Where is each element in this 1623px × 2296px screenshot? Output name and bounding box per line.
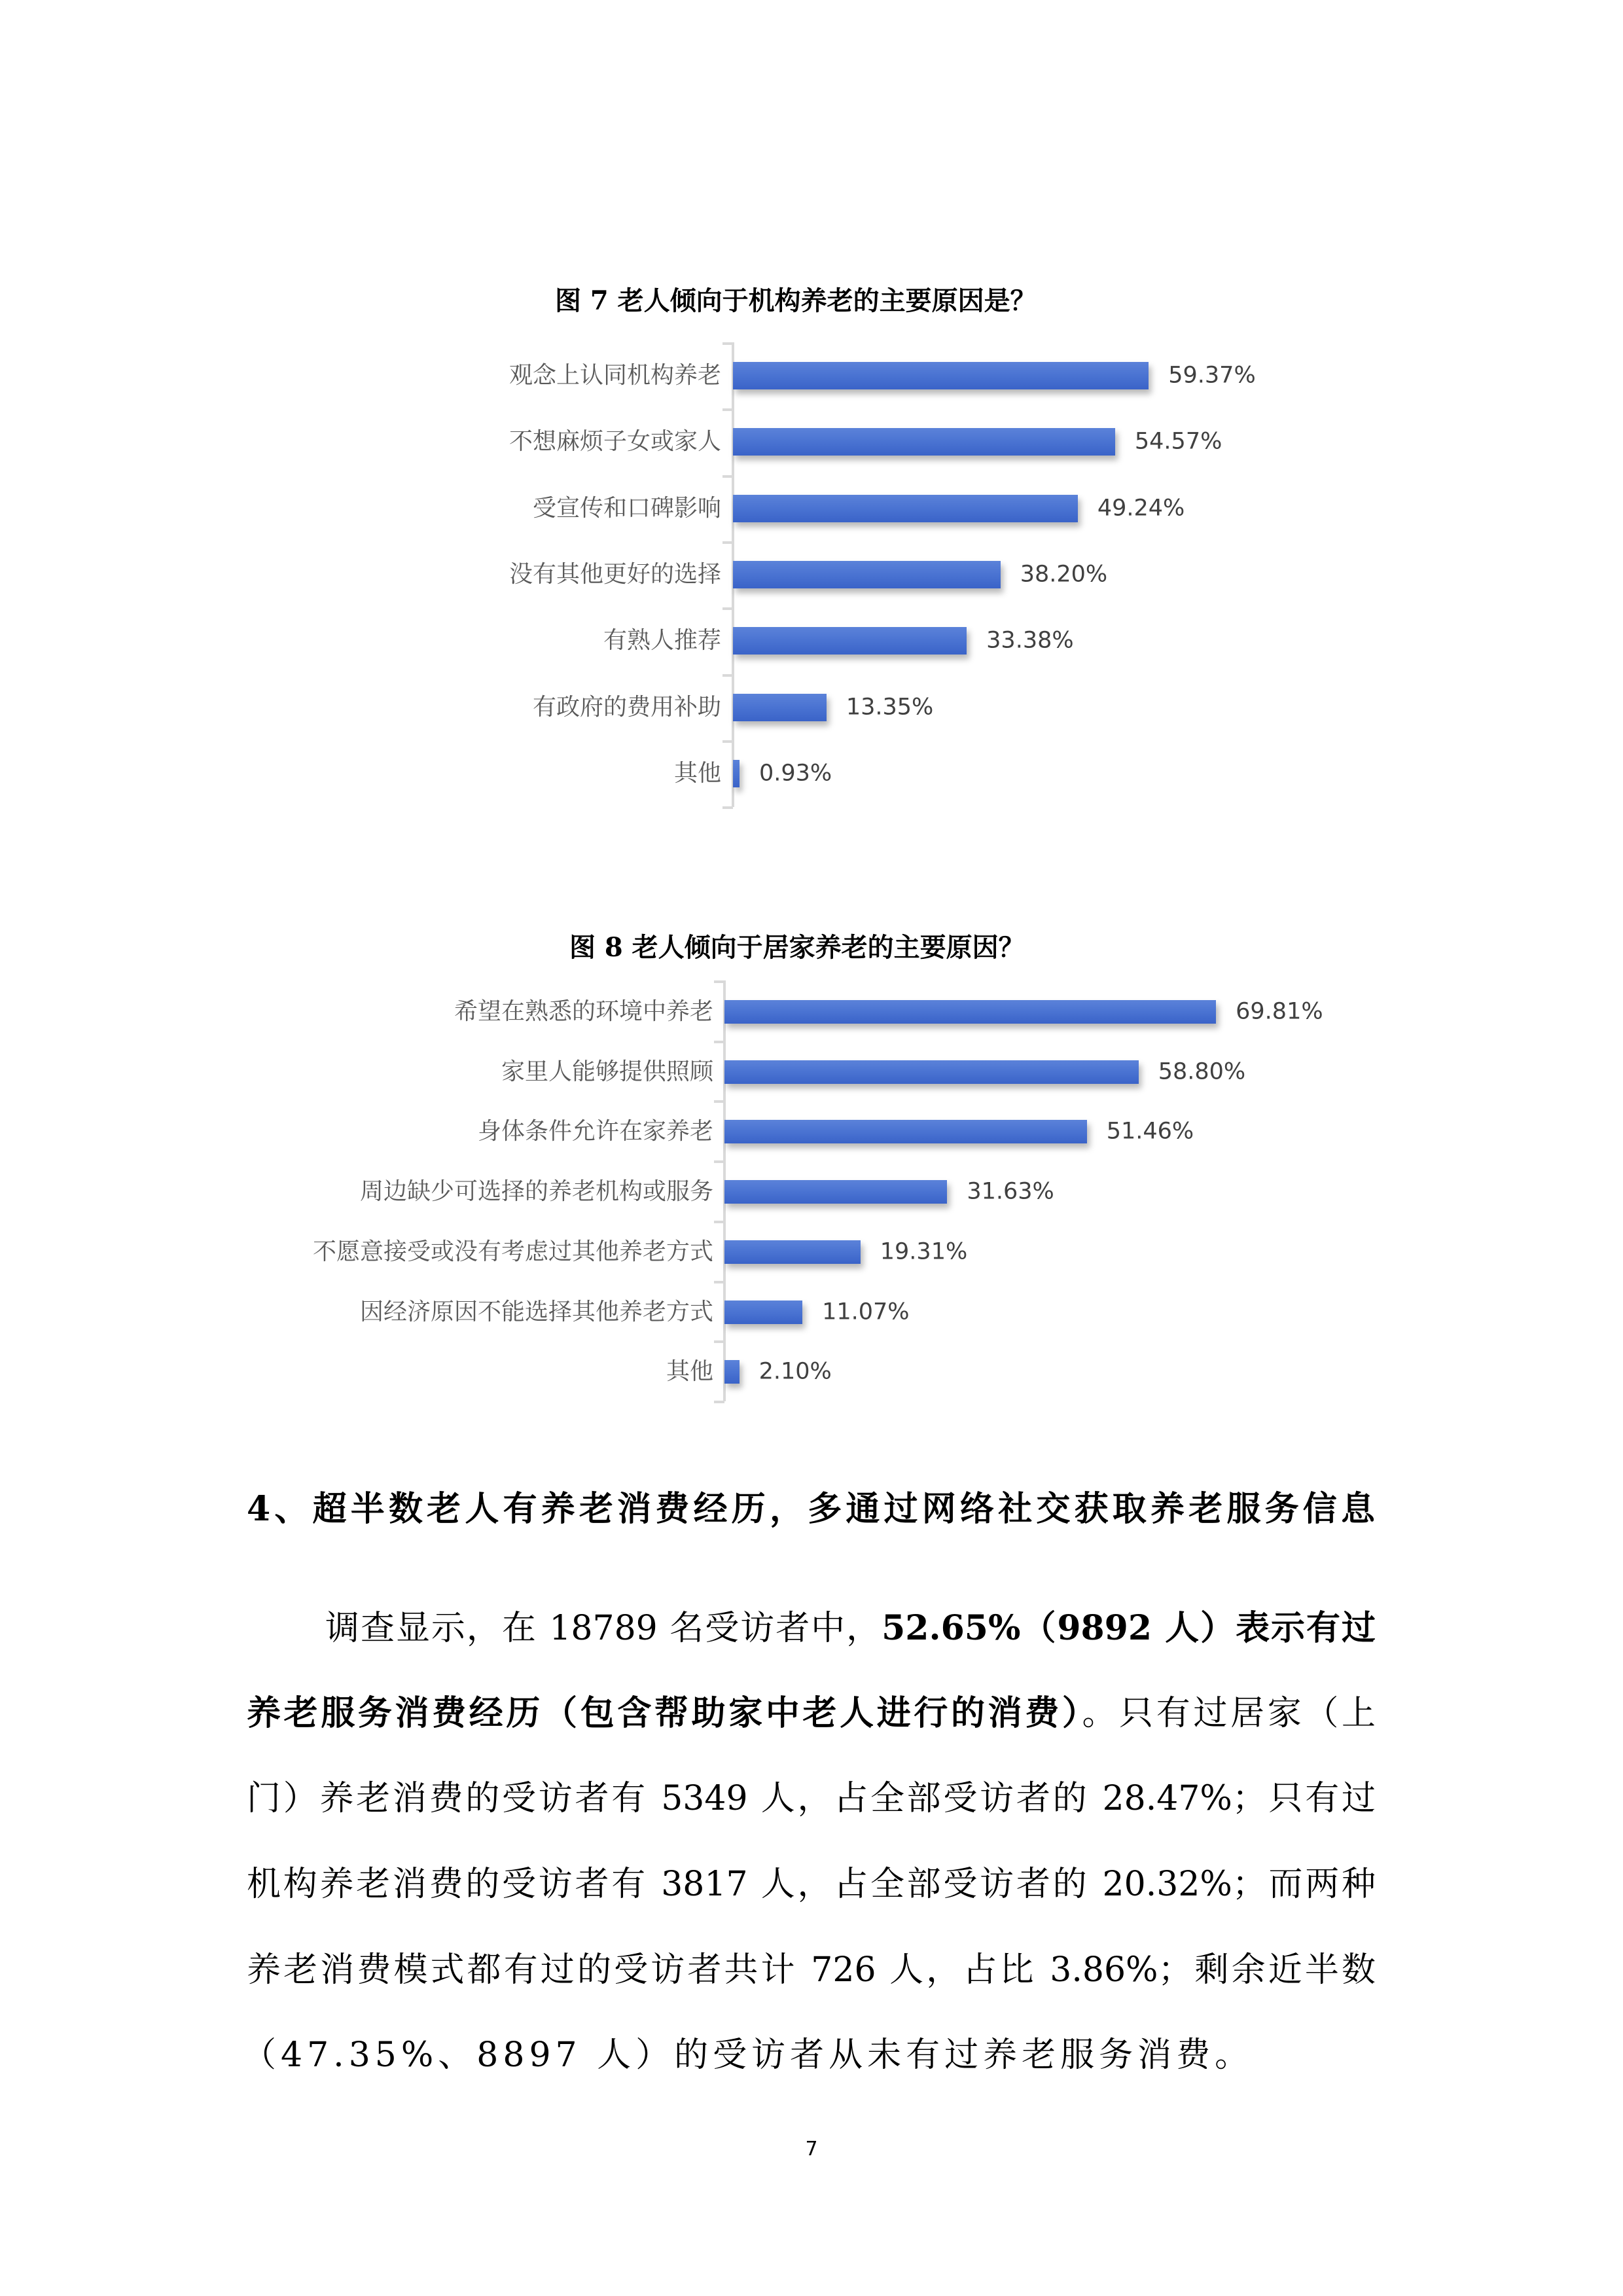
category-label: 其他: [673, 759, 721, 787]
bar: [733, 362, 1149, 389]
paragraph-line: [242, 2036, 1371, 2075]
paragraph-text: 机构养老消费的受访者有 3817 人，占全部受访者的 20.32%；而两种: [247, 1865, 1376, 1904]
category-label: 其他: [666, 1358, 713, 1386]
category-label: 没有其他更好的选择: [508, 560, 721, 588]
axis-tick: [722, 740, 733, 743]
value-label: 54.57%: [1134, 428, 1222, 455]
category-label: 因经济原因不能选择其他养老方式: [359, 1298, 713, 1325]
category-label: 有政府的费用补助: [532, 693, 721, 721]
paragraph-text: （47.35%、8897 人）的受访者从未有过养老服务消费。: [242, 2036, 1254, 2075]
paragraph-emphasis: 养老服务消费经历（包含帮助家中老人进行的消费）: [247, 1693, 1082, 1733]
value-label: 0.93%: [758, 760, 832, 787]
value-label: 31.63%: [967, 1178, 1054, 1205]
paragraph-line: [325, 1609, 1376, 1648]
value-label: 19.31%: [880, 1238, 968, 1265]
axis-tick: [714, 1340, 724, 1343]
category-label: 周边缺少可选择的养老机构或服务: [359, 1178, 713, 1206]
bar: [733, 495, 1078, 522]
category-label: 身体条件允许在家养老: [477, 1118, 713, 1145]
value-label: 33.38%: [986, 627, 1074, 654]
paragraph-line: [247, 1694, 1376, 1733]
category-label: 家里人能够提供照顾: [501, 1058, 713, 1085]
paragraph-text: 养老消费模式都有过的受访者共计 726 人，占比 3.86%；剩余近半数: [247, 1950, 1376, 1990]
bar: [733, 760, 740, 787]
paragraph-text: 。只有过居家（上: [1082, 1694, 1376, 1733]
chart-title: 图 7 老人倾向于机构养老的主要原因是？: [555, 285, 1037, 316]
value-label: 11.07%: [822, 1299, 910, 1325]
axis-tick: [714, 1401, 724, 1403]
axis-tick: [722, 607, 733, 610]
value-label: 59.37%: [1168, 362, 1256, 389]
axis-tick: [714, 1281, 724, 1283]
axis-tick: [722, 475, 733, 478]
paragraph-line: [247, 1865, 1376, 1904]
axis-tick: [722, 342, 733, 345]
axis-tick: [722, 541, 733, 544]
bar: [733, 561, 1001, 588]
category-label: 有熟人推荐: [603, 627, 721, 655]
bar: [724, 1300, 802, 1324]
page-number: 7: [805, 2138, 818, 2161]
axis-tick: [722, 674, 733, 677]
axis-tick: [714, 1041, 724, 1043]
paragraph-text: 门）养老消费的受访者有 5349 人，占全部受访者的 28.47%；只有过: [247, 1779, 1376, 1818]
axis-tick: [714, 1160, 724, 1163]
category-label: 观念上认同机构养老: [508, 362, 721, 389]
paragraph-emphasis: 52.65%（9892 人）表示有过: [882, 1608, 1376, 1648]
bar: [724, 1060, 1139, 1084]
value-label: 69.81%: [1236, 998, 1323, 1025]
value-label: 2.10%: [758, 1358, 832, 1385]
category-label: 不愿意接受或没有考虑过其他养老方式: [312, 1238, 713, 1265]
value-label: 51.46%: [1106, 1118, 1194, 1145]
bar: [724, 1000, 1216, 1024]
value-label: 38.20%: [1020, 561, 1108, 588]
bar: [724, 1120, 1087, 1143]
axis-tick: [722, 408, 733, 411]
paragraph-line: [247, 1779, 1376, 1818]
axis-tick: [714, 980, 724, 983]
bar: [724, 1180, 947, 1204]
bar: [724, 1360, 740, 1384]
value-label: 13.35%: [846, 694, 934, 720]
axis-tick: [714, 1100, 724, 1103]
paragraph-text: 调查显示，在 18789 名受访者中，: [325, 1609, 882, 1648]
bar: [724, 1240, 861, 1264]
chart-title: 图 8 老人倾向于居家养老的主要原因？: [569, 932, 1025, 963]
axis-tick: [714, 1221, 724, 1223]
section-heading: 4、超半数老人有养老消费经历，多通过网络社交获取养老服务信息: [247, 1489, 1376, 1529]
value-label: 58.80%: [1158, 1058, 1246, 1085]
axis-tick: [722, 806, 733, 809]
bar: [733, 694, 827, 721]
category-label: 不想麻烦子女或家人: [508, 428, 721, 456]
value-label: 49.24%: [1097, 495, 1185, 522]
paragraph-line: [247, 1950, 1376, 1990]
category-label: 受宣传和口碑影响: [532, 494, 721, 522]
category-label: 希望在熟悉的环境中养老: [454, 998, 713, 1025]
bar: [733, 428, 1115, 456]
bar: [733, 627, 967, 655]
